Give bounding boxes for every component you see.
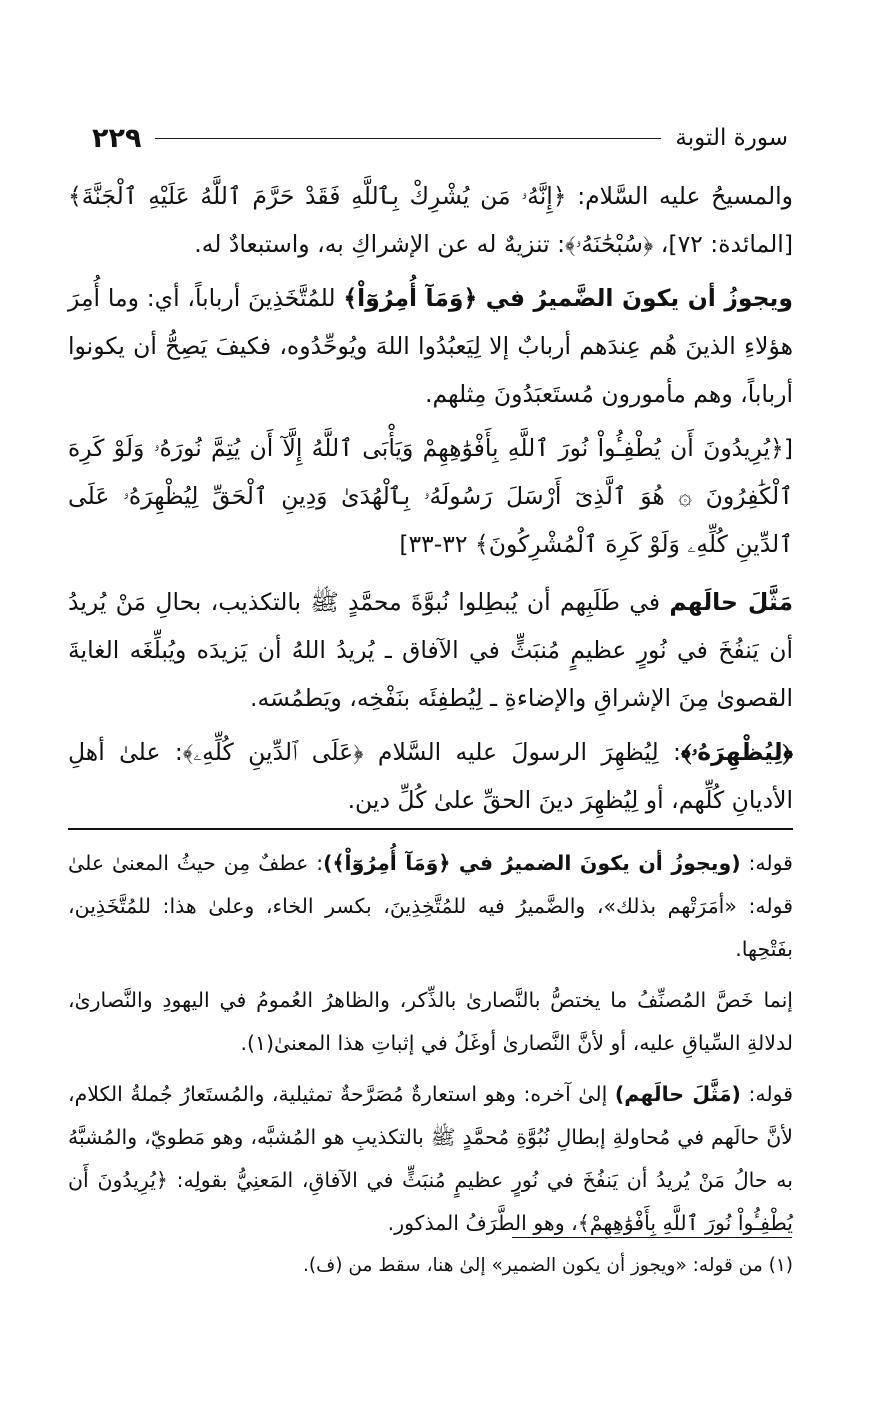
main-text <box>68 172 793 830</box>
commentary-text <box>68 842 793 1253</box>
commentary-paragraph <box>68 1073 793 1245</box>
paragraph-text: والمسيحُ عليه السَّلام: ﴿إِنَّهُۥ مَن يُشْرِكْ بِٱللَّهِ فَقَدْ حَرَّمَ ٱللَّهُ عَلَيْهِ ٱلْجَنَّةَ﴾ [المائدة: ٧٢]، ﴿سُبْحَٰنَهُۥ﴾: تنزيهٌ له عن الإشراكِ به، واستبعادٌ له. <box>68 182 793 258</box>
paragraph-lead: ﴿لِيُظْهِرَهُۥ﴾ <box>680 738 793 766</box>
commentary-paragraph <box>68 842 793 971</box>
main-paragraph <box>68 274 793 418</box>
paragraph-text: للمُتَّخَذِينَ أرباباً، أي: وما أُمِرَ هؤلاءِ الذينَ هُم عِندَهم أربابٌ إلا لِيَعبُدُوا اللهَ ويُوحِّدُوه، فكيفَ يَصِحُّ أن يكونوا أرباباً، وهم مأمورون مُستَعبَدُونَ مِثلهم. <box>68 284 793 408</box>
paragraph-text: : لِيُظهِرَ الرسولَ عليه السَّلام ﴿عَلَى ٱلدِّينِ كُلِّهِۦ﴾: علىٰ أهلِ الأديانِ كُلِّهم، أو لِيُظهِرَ دينَ الحقِّ علىٰ كُلِّ دين. <box>68 738 793 814</box>
verse-block <box>68 424 793 568</box>
main-paragraph <box>68 172 793 268</box>
verse-text: [﴿يُرِيدُونَ أَن يُطْفِـُٔواْ نُورَ ٱللَّهِ بِأَفْوَٰهِهِمْ وَيَأْبَى ٱللَّهُ إِلَّآ أَن يُتِمَّ نُورَهُۥ وَلَوْ كَرِهَ ٱلْكَٰفِرُونَ ۞ هُوَ ٱلَّذِىٓ أَرْسَلَ رَسُولَهُۥ بِٱلْهُدَىٰ وَدِينِ ٱلْحَقِّ لِيُظْهِرَهُۥ عَلَى ٱلدِّينِ كُلِّهِۦ وَلَوْ كَرِهَ ٱلْمُشْرِكُونَ﴾ ٣٢-٣٣] <box>68 434 793 558</box>
paragraph-lead: مَثَّلَ حالَهم <box>669 588 793 616</box>
page-header <box>92 118 788 158</box>
main-paragraph <box>68 578 793 722</box>
main-paragraph <box>68 728 793 824</box>
page-number: ٢٢٩ <box>92 122 142 154</box>
commentary-prefix: قوله: <box>740 851 793 875</box>
paragraph-text: في طَلَبِهم أن يُبطِلوا نُبوَّةَ محمَّدٍ ﷺ بالتكذيب، بحالِ مَنْ يُريدُ أن يَنفُخَ في نُورٍ عظيمٍ مُنبَثٍّ في الآفاق ـ يُريدُ اللهُ أن يَزيدَه ويُبلِّغَه الغايةَ القصوىٰ مِنَ الإشراقِ والإضاءةِ ـ لِيُطفِئَه بنَفْخِه، ويَطمُسَه. <box>68 588 793 712</box>
commentary-lead: (ويجوزُ أن يكونَ الضميرُ في ﴿وَمَآ أُمِرُوٓاْ﴾) <box>323 851 741 875</box>
paragraph-lead: ويجوزُ أن يكونَ الضَّميرُ في ﴿وَمَآ أُمِرُوٓاْ﴾ <box>343 284 793 312</box>
commentary-separator <box>68 828 793 830</box>
footnote <box>300 1250 793 1282</box>
commentary-paragraph <box>68 979 793 1065</box>
chapter-title: سورة التوبة <box>675 125 788 151</box>
commentary-body: إنما خَصَّ المُصنِّفُ ما يختصُّ بالنَّصارىٰ بالذِّكر، والظاهرُ العُمومُ في اليهودِ والنَّصارىٰ، لدلالةِ السِّياقِ عليه، أو لأنَّ النَّصارىٰ أوغَلُ في إثباتِ هذا المعنىٰ(١). <box>68 988 793 1055</box>
commentary-lead: (مَثَّلَ حالَهم) <box>614 1082 741 1106</box>
header-rule <box>155 138 661 139</box>
commentary-prefix: قوله: <box>740 1082 794 1106</box>
footnote-text: (١) من قوله: «ويجوز أن يكون الضمير» إلىٰ هنا، سقط من (ف). <box>303 1255 793 1276</box>
commentary-body: إلىٰ آخره: وهو استعارةٌ مُصَرَّحةٌ تمثيلية، والمُستَعارُ جُملةُ الكلام، لأنَّ حالَهم في مُحاولةِ إبطالِ نُبُوَّةِ مُحمَّدٍ ﷺ بالتكذيبِ هو المُشبَّه، وهو مَطويّ، والمُشبَّهُ به حالُ مَنْ يُريدُ أن يَنفُخَ في نُورٍ عظيمٍ مُنبَثٍّ في الآفاقِ، المَعنِيُّ بقولِه: ﴿يُرِيدُونَ أَن يُطْفِـُٔواْ نُورَ ٱللَّهِ بِأَفْوَٰهِهِمْ﴾، وهو الطَّرَفُ المذكور. <box>68 1082 793 1235</box>
footnote-rule <box>512 1237 792 1238</box>
commentary-body: : عطفٌ مِن حيثُ المعنىٰ علىٰ قوله: «أمَرَتْهم بذلك»، والضَّميرُ فيه للمُتَّخِذِينَ، بكسر الخاء، وعلىٰ هذا: للمُتَّخَذِين، بفَتْحِها. <box>68 851 793 961</box>
